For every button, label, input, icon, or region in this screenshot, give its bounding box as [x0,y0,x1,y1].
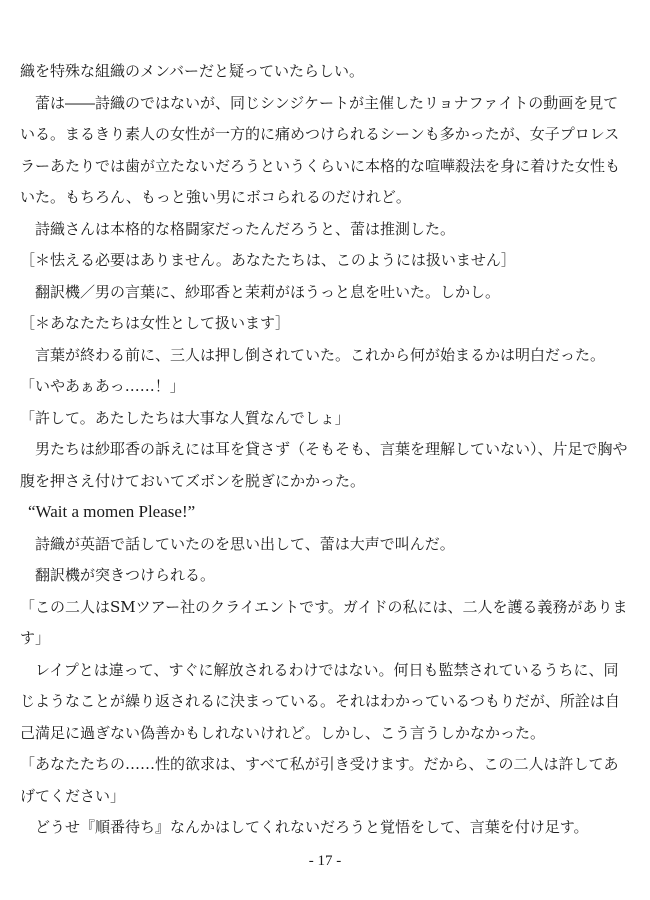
text-line: 「あなたたちの……性的欲求は、すべて私が引き受けます。だから、この二人は許してあ [20,755,619,773]
text-line: 「許して。あたしたちは大事な人質なんでしょ」 [20,409,350,427]
text-line: どうせ『順番待ち』なんかはしてくれないだろうと覚悟をして、言葉を付け足す。 [20,818,589,836]
text-line: ［＊怯える必要はありません。あなたたちは、このようには扱いません］ [20,251,516,269]
text-line: 翻訳機／男の言葉に、紗耶香と茉莉がほうっと息を吐いた。しかし。 [20,283,501,301]
text-line: レイプとは違って、すぐに解放されるわけではない。何日も監禁されているうちに、同 [20,661,619,679]
text-line: 己満足に過ぎない偽善かもしれないけれど。しかし、こう言うしかなかった。 [20,724,546,742]
text-line: 織を特殊な組織のメンバーだと疑っていたらしい。 [20,62,364,80]
text-line: ［＊あなたたちは女性として扱います］ [20,314,291,332]
text-line: 詩織さんは本格的な格闘家だったんだろうと、蕾は推測した。 [20,220,456,238]
text-line: す」 [20,629,51,647]
text-line: 「いやあぁあっ……！」 [20,377,185,395]
text-line: 「この二人はSMツアー社のクライエントです。ガイドの私には、二人を護る義務がありま [20,598,628,616]
text-line: 詩織が英語で話していたのを思い出して、蕾は大声で叫んだ。 [20,535,455,553]
text-line: 言葉が終わる前に、三人は押し倒されていた。これから何が始まるかは明白だった。 [20,346,606,364]
text-line: げてください」 [20,787,126,805]
text-line: 腹を押さえ付けておいてズボンを脱ぎにかかった。 [20,472,366,490]
text-line: いる。まるきり素人の女性が一方的に痛めつけられるシーンも多かったが、女子プロレス [20,125,620,143]
text-line: 翻訳機が突きつけられる。 [20,566,216,584]
text-line: 男たちは紗耶香の訴えには耳を貸さず（そもそも、言葉を理解していない）、片足で胸や [20,440,628,458]
text-line: じようなことが繰り返されるに決まっている。それはわかっているつもりだが、所詮は自 [20,692,620,710]
page-number: - 17 - [308,853,342,869]
text-line: ラーあたりでは歯が立たないだろうというくらいに本格的な喧嘩殺法を身に着けた女性も [20,157,621,175]
text-line-english: “Wait a momen Please!” [28,502,196,521]
text-line: 蕾は――詩織のではないが、同じシンジケートが主催したリョナファイトの動画を見て [20,94,619,112]
text-line: いた。もちろん、もっと強い男にボコられるのだけれど。 [20,188,411,206]
